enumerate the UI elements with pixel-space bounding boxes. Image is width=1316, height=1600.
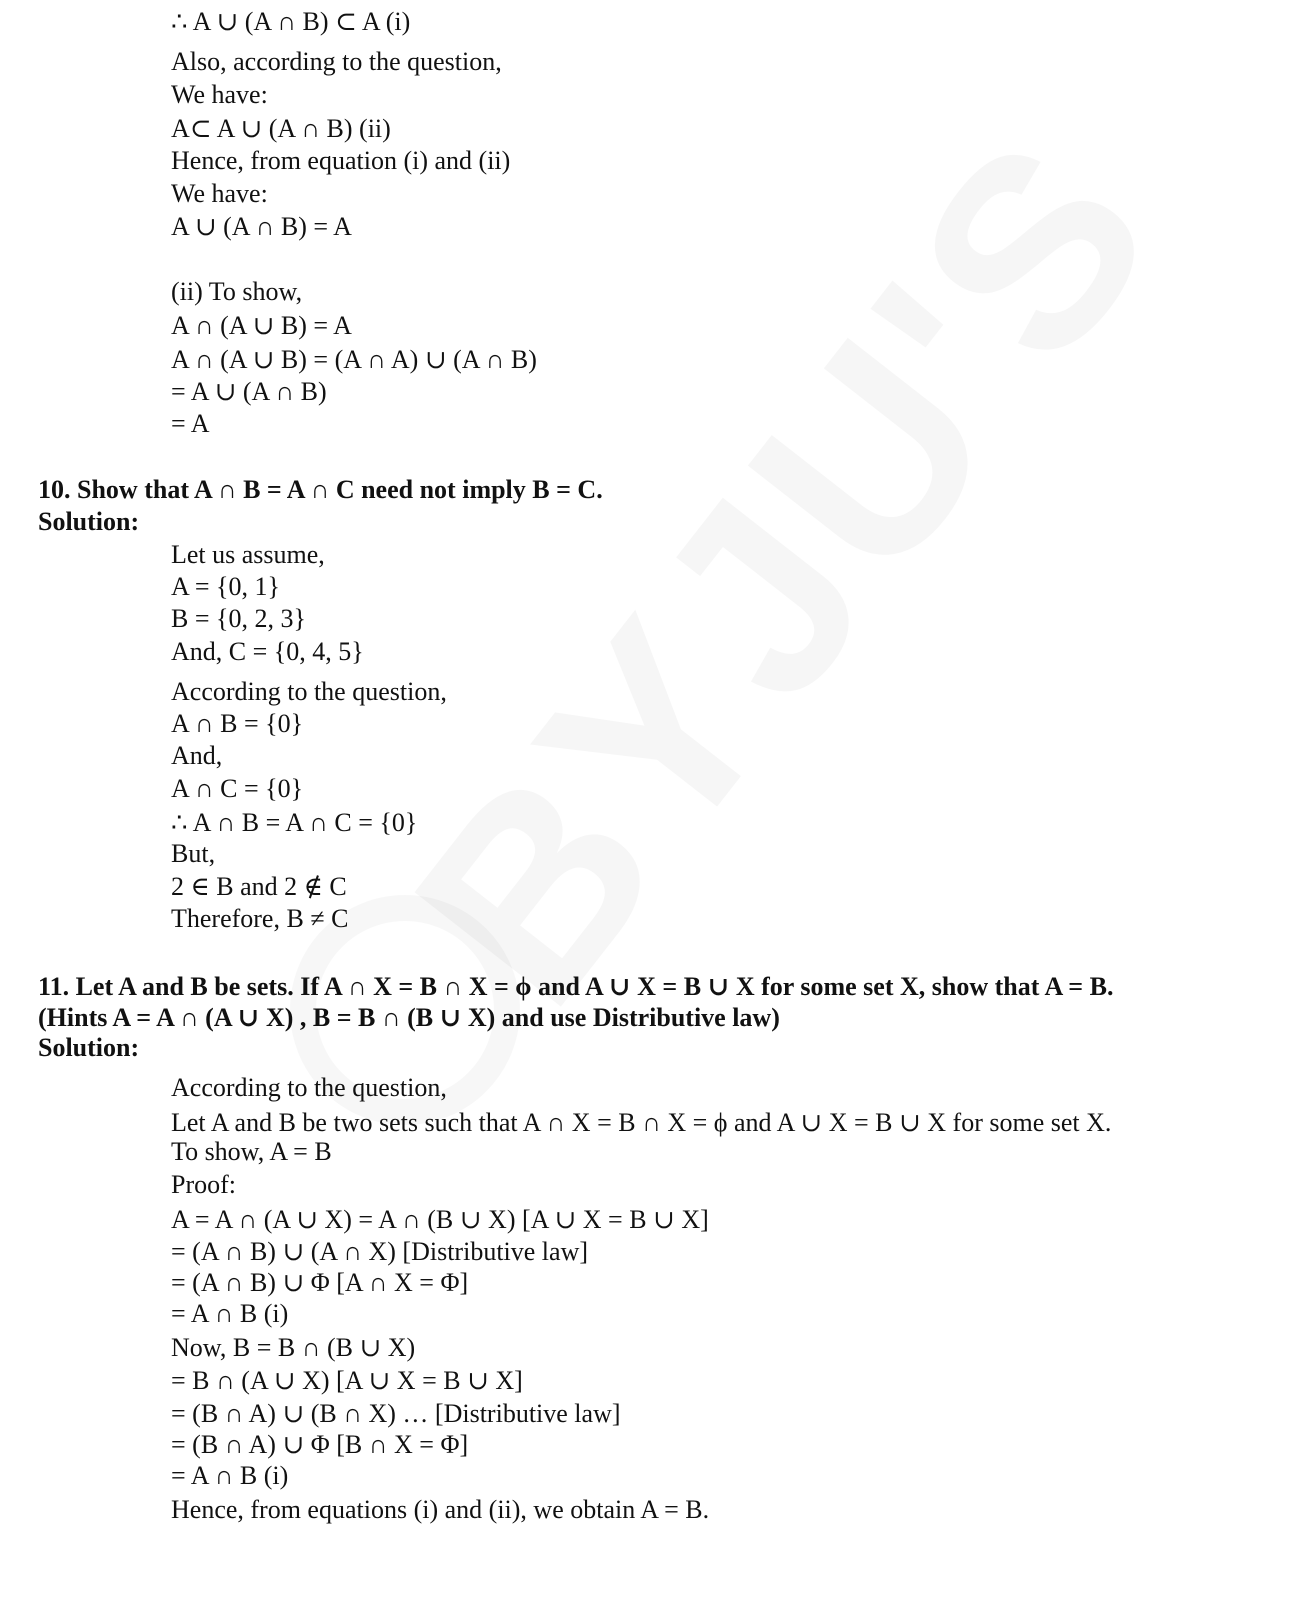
- solution-line: But,: [171, 839, 216, 868]
- solution-line: = A ∩ B (i): [171, 1299, 289, 1328]
- solution-line: 2 ∈ B and 2 ∉ C: [171, 872, 347, 901]
- proof-line: A⊂ A ∪ (A ∩ B) (ii): [171, 114, 391, 143]
- question-11: 11. Let A and B be sets. If A ∩ X = B ∩ X = ϕ and A ∪ X = B ∪ X for some set X, show that A = B.: [38, 972, 1114, 1001]
- proof-line: = A: [171, 409, 210, 438]
- solution-line: According to the question,: [171, 1073, 447, 1102]
- solution-line: Let A and B be two sets such that A ∩ X = B ∩ X = ϕ and A ∪ X = B ∪ X for some set X.: [171, 1108, 1112, 1137]
- solution-line: Therefore, B ≠ C: [171, 904, 349, 933]
- solution-line: = A ∩ B (i): [171, 1461, 289, 1490]
- solution-line: According to the question,: [171, 677, 447, 706]
- question-11-hint: (Hints A = A ∩ (A ∪ X) , B = B ∩ (B ∪ X) and use Distributive law): [38, 1003, 780, 1032]
- solution-line: Now, B = B ∩ (B ∪ X): [171, 1333, 416, 1362]
- solution-line: And,: [171, 741, 223, 770]
- watermark-text: [355, 80, 1215, 1059]
- solution-line: B = {0, 2, 3}: [171, 604, 306, 633]
- solution-line: = (B ∩ A) ∪ (B ∩ X) … [Distributive law]: [171, 1399, 621, 1428]
- solution-line: A ∩ C = {0}: [171, 774, 304, 803]
- solution-line: A = {0, 1}: [171, 572, 280, 601]
- proof-line: We have:: [171, 179, 268, 208]
- proof-line: = A ∪ (A ∩ B): [171, 377, 327, 406]
- proof-line: We have:: [171, 80, 268, 109]
- proof-line: A ∩ (A ∪ B) = (A ∩ A) ∪ (A ∩ B): [171, 345, 537, 374]
- proof-line: A ∩ (A ∪ B) = A: [171, 311, 352, 340]
- solution-line: = B ∩ (A ∪ X) [A ∪ X = B ∪ X]: [171, 1366, 523, 1395]
- proof-line: (ii) To show,: [171, 277, 303, 306]
- solution-line: A = A ∩ (A ∪ X) = A ∩ (B ∪ X) [A ∪ X = B ∪ X]: [171, 1205, 709, 1234]
- solution-line: = (B ∩ A) ∪ Φ [B ∩ X = Φ]: [171, 1430, 469, 1459]
- solution-line: And, C = {0, 4, 5}: [171, 637, 364, 666]
- solution-line: Let us assume,: [171, 540, 325, 569]
- solution-line: = (A ∩ B) ∪ (A ∩ X) [Distributive law]: [171, 1237, 589, 1266]
- proof-line: A ∪ (A ∩ B) = A: [171, 212, 352, 241]
- solution-label: Solution:: [38, 507, 140, 536]
- solution-label: Solution:: [38, 1033, 140, 1062]
- solution-line: Proof:: [171, 1170, 236, 1199]
- solution-line: A ∩ B = {0}: [171, 709, 304, 738]
- solution-line: ∴ A ∩ B = A ∩ C = {0}: [171, 808, 418, 837]
- question-10: 10. Show that A ∩ B = A ∩ C need not imply B = C.: [38, 475, 603, 504]
- solution-line: = (A ∩ B) ∪ Φ [A ∩ X = Φ]: [171, 1268, 469, 1297]
- proof-line: Also, according to the question,: [171, 47, 502, 76]
- proof-line: ∴ A ∪ (A ∩ B) ⊂ A (i): [171, 7, 411, 36]
- proof-line: Hence, from equation (i) and (ii): [171, 146, 511, 175]
- solution-line: Hence, from equations (i) and (ii), we obtain A = B.: [171, 1495, 710, 1524]
- solution-line: To show, A = B: [171, 1137, 332, 1166]
